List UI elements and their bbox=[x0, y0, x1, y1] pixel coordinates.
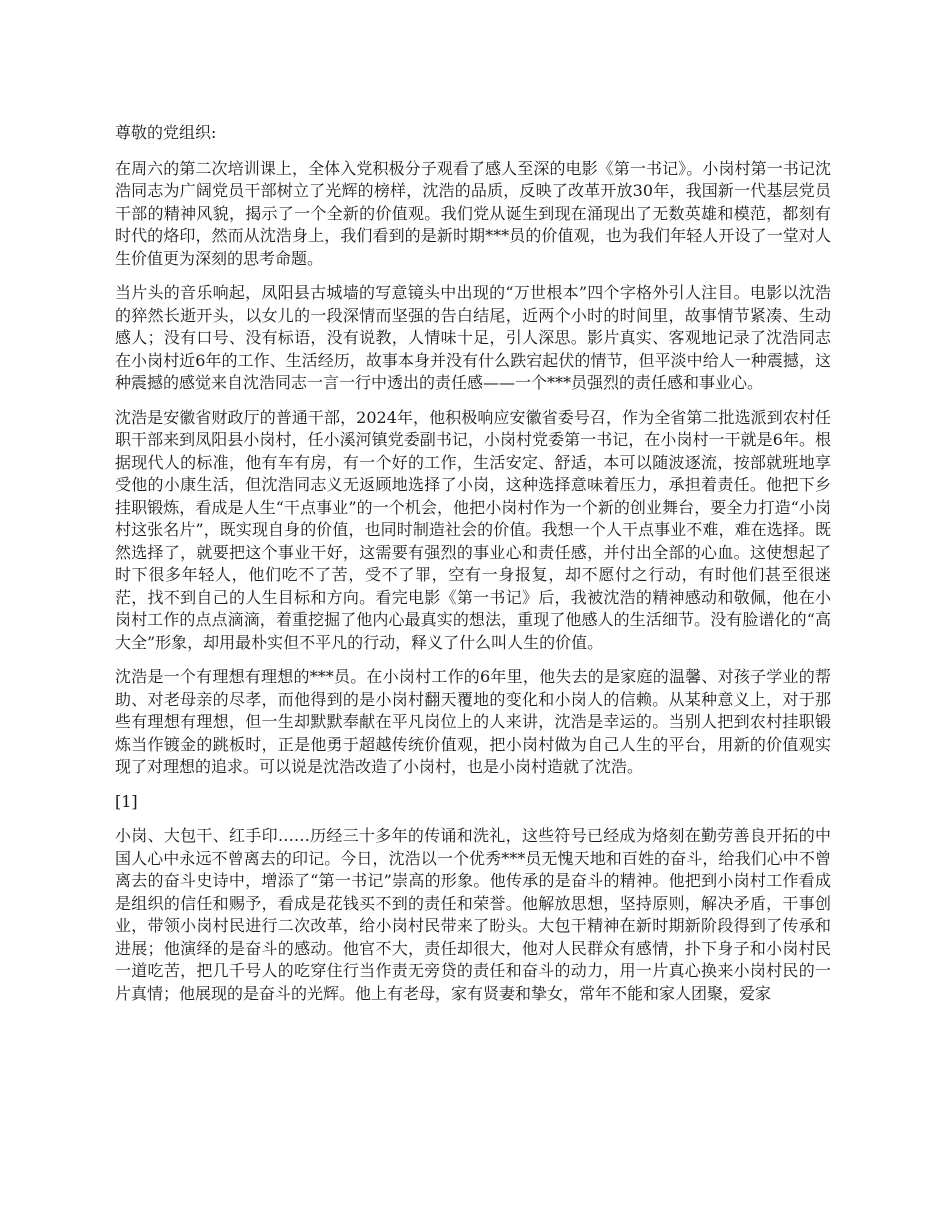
document-page bbox=[115, 122, 831, 1017]
paragraph-4: 沈浩是一个有理想有理想的***员。在小岗村工作的6年里，他失去的是家庭的温馨、对孩子学业的帮助、对老母亲的尽孝，而他得到的是小岗村翻天覆地的变化和小岗人的信赖。从某种意义上，对于那些有理想有理想，但一生却默默奉献在平凡岗位上的人来讲，沈浩是幸运的。当别人把到农村挂职锻炼当作镀金的跳板时，正是他勇于超越传统价值观，把小岗村做为自己人生的平台，用新的价值观实现了对理想的追求。可以说是沈浩改造了小岗村，也是小岗村造就了沈浩。 bbox=[115, 667, 831, 776]
paragraph-1: 在周六的第二次培训课上，全体入党积极分子观看了感人至深的电影《第一书记》。小岗村第一书记沈浩同志为广阔党员干部树立了光辉的榜样，沈浩的品质，反映了改革开放30年，我国新一代基层党员干部的精神风貌，揭示了一个全新的价值观。我们党从诞生到现在涌现出了无数英雄和模范，都刻有时代的烙印，然而从沈浩身上，我们看到的是新时期***员的价值观，也为我们年轻人开设了一堂对人生价值更为深刻的思考命题。 bbox=[115, 158, 831, 268]
reference-marker: [1] bbox=[115, 791, 138, 811]
paragraph-2: 当片头的音乐响起，凤阳县古城墙的写意镜头中出现的“万世根本”四个字格外引人注目。电影以沈浩的猝然长逝开头，以女儿的一段深情而坚强的告白结尾，近两个小时的时间里，故事情节紧凑、生动感人；没有口号、没有标语，没有说教，人情味十足，引人深思。影片真实、客观地记录了沈浩同志在小岗村近6年的工作、生活经历，故事本身并没有什么跌宕起伏的情节，但平淡中给人一种震撼，这种震撼的感觉来自沈浩同志一言一行中透出的责任感——一个***员强烈的责任感和事业心。 bbox=[115, 283, 831, 392]
paragraph-3: 沈浩是安徽省财政厅的普通干部，2024年，他积极响应安徽省委号召，作为全省第二批选派到农村任职干部来到凤阳县小岗村，任小溪河镇党委副书记，小岗村党委第一书记，在小岗村一干就是6年。根据现代人的标准，他有车有房，有一个好的工作，生活安定、舒适，本可以随波逐流，按部就班地享受他的小康生活，但沈浩同志义无返顾地选择了小岗，这种选择意味着压力，承担着责任。他把下乡挂职锻炼，看成是人生“干点事业”的一个机会，他把小岗村作为一个新的创业舞台，要全力打造“小岗村这张名片”，既实现自身的价值，也同时制造社会的价值。我想一个人干点事业不难，难在选择。既然选择了，就要把这个事业干好，这需要有强烈的事业心和责任感，并付出全部的心血。这使想起了时下很多年轻人，他们吃不了苦，受不了罪，空有一身报复，却不愿付之行动，有时他们甚至很迷茫，找不到自己的人生目标和方向。看完电影《第一书记》后，我被沈浩的精神感动和敬佩，他在小岗村工作的点点滴滴，着重挖掘了他内心最真实的想法，重现了他感人的生活细节。没有脸谱化的“高大全”形象，却用最朴实但不平凡的行动，释义了什么叫人生的价值。 bbox=[115, 407, 831, 652]
salutation: 尊敬的党组织: bbox=[115, 123, 217, 142]
paragraph-5: 小岗、大包干、红手印……历经三十多年的传诵和洗礼，这些符号已经成为烙刻在勤劳善良开拓的中国人心中永远不曾离去的印记。今日，沈浩以一个优秀***员无愧天地和百姓的奋斗，给我们心中不曾离去的奋斗史诗中，增添了“第一书记”崇高的形象。他传承的是奋斗的精神。他把到小岗村工作看成是组织的信任和赐予，看成是花钱买不到的责任和荣誉。他解放思想，坚持原则，解决矛盾，干事创业，带领小岗村民进行二次改革，给小岗村民带来了盼头。大包干精神在新时期新阶段得到了传承和进展；他演绎的是奋斗的感动。他官不大，责任却很大，他对人民群众有感情，扑下身子和小岗村民一道吃苦，把几千号人的吃穿住行当作责无旁贷的责任和奋斗的动力，用一片真心换来小岗村民的一片真情；他展现的是奋斗的光辉。他上有老母，家有贤妻和挚女，常年不能和家人团聚，爱家 bbox=[115, 826, 831, 1003]
